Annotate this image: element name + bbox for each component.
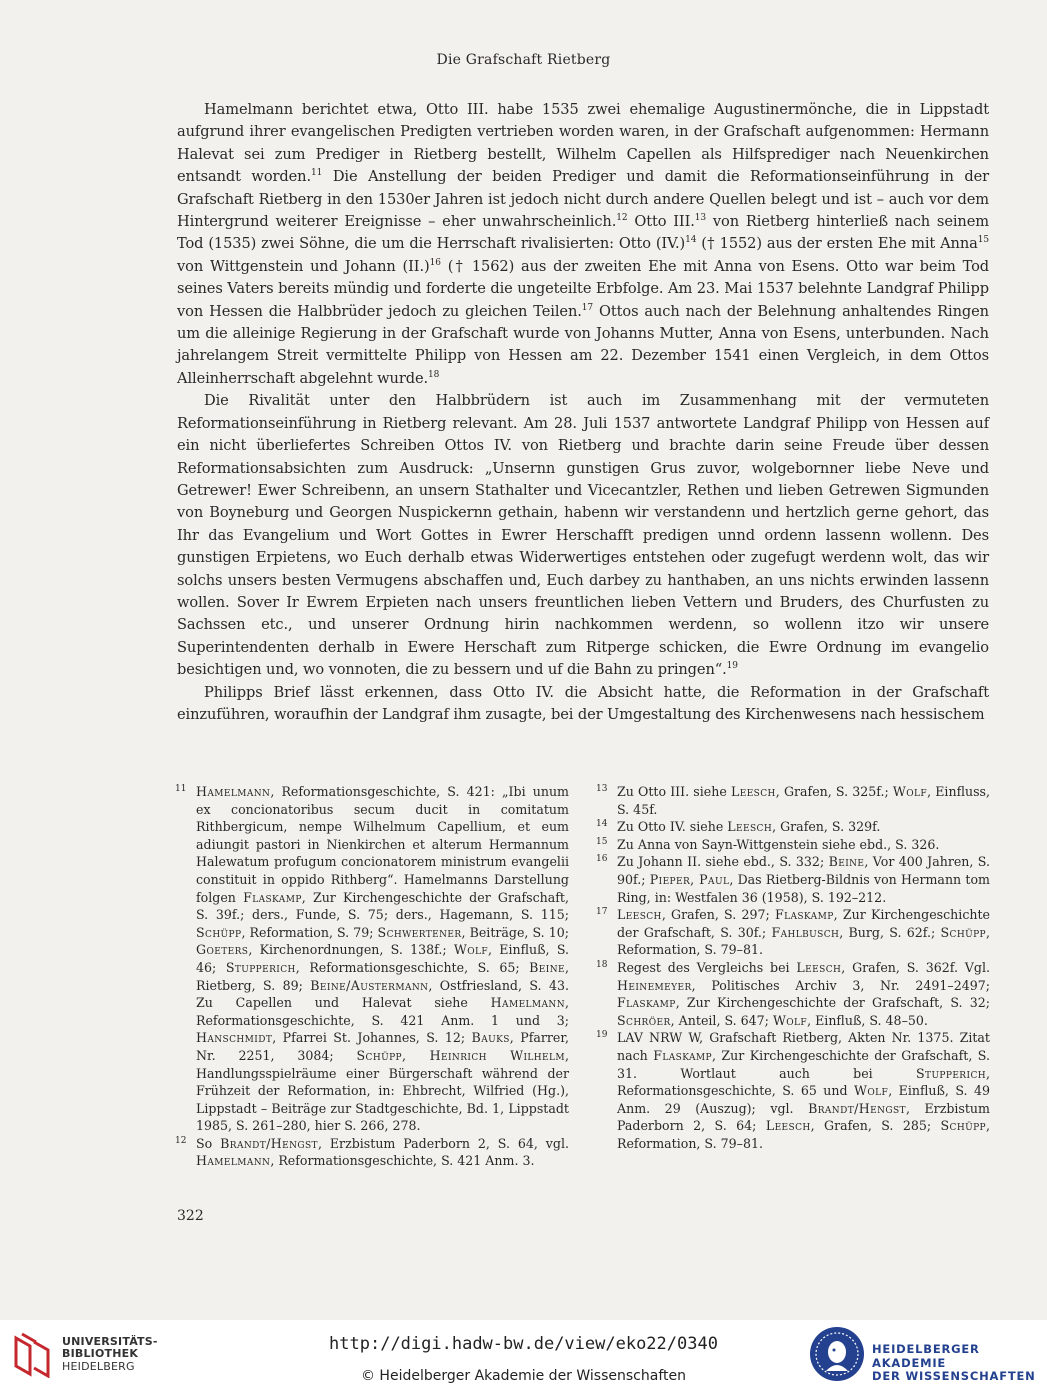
academy-logo-line: HEIDELBERGER AKADEMIE	[872, 1342, 980, 1370]
author-name: Brandt/Hengst	[808, 1100, 906, 1116]
footnotes-right-column	[596, 783, 990, 1170]
author-name: Heinemeyer	[617, 977, 692, 993]
ub-logo-line: BIBLIOTHEK	[62, 1347, 139, 1361]
permalink[interactable]: http://digi.hadw-bw.de/view/eko22/0340	[329, 1334, 718, 1354]
footnote: 13 Zu Otto III. siehe Leesch, Grafen, S. 325f.; Wolf, Einfluss, S. 45f.	[596, 784, 991, 817]
author-name: Wolf	[892, 784, 928, 799]
author-name: Beine	[828, 854, 865, 870]
author-name: Hamelmann	[490, 995, 565, 1011]
footnotes-left-column	[175, 783, 569, 1170]
footnote: 18 Regest des Vergleichs bei Leesch, Grafen, S. 362f. Vgl. Heinemeyer, Politisches Archiv 3, Nr. 2491–2497; Flaskamp, Zur Kirchengeschichte der Grafschaft, S. 32; Schröer, Anteil, S. 647; Wolf, Einfluß, S. 48–50.	[596, 959, 990, 1028]
footnote-reference[interactable]: 17	[581, 302, 594, 313]
copyright-notice: © Heidelberger Akademie der Wissenschaften	[360, 1368, 686, 1384]
academy-logo-line: DER WISSENSCHAFTEN	[872, 1369, 1036, 1383]
author-name: Schüpp	[196, 924, 242, 940]
footnotes	[175, 783, 990, 1170]
author-name: Leesch	[796, 959, 842, 975]
author-name: Stupperich	[225, 959, 296, 975]
footnote-reference[interactable]: 16	[429, 257, 441, 268]
footnote-reference[interactable]: 19	[726, 661, 738, 672]
author-name: Flaskamp	[243, 889, 302, 905]
author-name: Schüpp, Heinrich Wilhelm	[356, 1047, 565, 1063]
author-name: Wolf	[453, 942, 489, 958]
footnote: 16 Zu Johann II. siehe ebd., S. 332; Beine, Vor 400 Jahren, S. 90f.; Pieper, Paul, Das Rietberg-Bildnis von Hermann tom Ring, in: Westfalen 36 (1958), S. 192–212.	[596, 854, 990, 905]
running-head: Die Grafschaft Rietberg	[436, 52, 611, 68]
body-text	[177, 99, 989, 726]
author-name: Beine	[529, 959, 565, 975]
author-name: Hamelmann	[196, 1153, 271, 1169]
footnote-reference[interactable]: 11	[311, 168, 323, 179]
author-name: Pieper, Paul	[649, 871, 730, 887]
footnote: 17 Leesch, Grafen, S. 297; Flaskamp, Zur Kirchengeschichte der Grafschaft, S. 30f.; Fahlbusch, Burg, S. 62f.; Schüpp, Reformation, S. 79–81.	[596, 907, 990, 958]
author-name: Fahlbusch	[771, 924, 840, 940]
paragraph: Die Rivalität unter den Halbbrüdern ist auch im Zusammenhang mit der vermuteten Reformationseinführung in Rietberg relevant. Am 28. Juli 1537 antwortete Landgraf Philipp von Hessen auf ein nicht überliefertes Schreiben Ottos IV. von Rietberg und brachte darin seine Freude über dessen Reformationsabsichten zum Ausdruck: „Unsernn gunstigen Grus zuvor, wolgebornner liebe Neve und Getrewer! Ewer Schreibenn, an unsern Stathalter und Vicecantzler, Rethen und lieben Getrewen Sigmunden von Boyneburg und Georgen Nuspickernn gethain, habenn wir verstandenn und hertzlich gerne gehort, das Ihr das Evangelium und Wort Gottes in Ewrer Herschafft predigen unnd ordenn lassenn wollenn. Des gunstigen Erpietens, wo Euch derhalb etwas Widerwertiges entstehen oder zugefugt werdenn wolt, das wir solchs unsers besten Vermugens abschaffen und, Euch darbey zu hanthaben, an uns nichts erwinden lassenn wollen. Sover Ir Ewrem Erpieten nach unsers freuntlichen lieben Vettern und Bruders, des Churfusten zu Sachssen etc., und unserer Ordnung hirin nachkommen werdenn, so wollenn itzo wir unsere Superintendenten derhalb in Ewere Herschaft zum Ritperge schicken, die Ewre Ordnung im evangelio besichtigen und, wo vonnoten, die zu bessern und uf die Bahn zu pringen“.$^{19}$	[177, 392, 989, 679]
footnote-number: 18	[596, 959, 608, 970]
ub-logo-line: HEIDELBERG	[62, 1359, 135, 1373]
academy-seal-icon[interactable]	[808, 1325, 866, 1383]
author-name: Hamelmann	[196, 784, 271, 799]
author-name: Wolf	[854, 1083, 889, 1099]
author-name: Flaskamp	[617, 995, 676, 1011]
footnote-reference[interactable]: 12	[616, 213, 628, 224]
viewer-footer	[0, 1320, 1047, 1394]
author-name: Leesch	[727, 819, 773, 835]
footnote-reference[interactable]: 13	[694, 213, 707, 224]
footnote-reference[interactable]: 15	[977, 235, 989, 246]
footnote: 11 Hamelmann, Reformationsgeschichte, S. 421: „Ibi unum ex concionatoribus secum ducit in comitatum Rithbergicum, nempe Wilhelmum Capellium, et eum adiungit pastori in Nienkirchen et alterum Hermannum Halewatum profugum concionatorem ministrum evangelii constituit in oppido Rithberg“. Hamelmanns Darstellung folgen Flaskamp, Zur Kirchengeschichte der Grafschaft, S. 39f.; ders., Funde, S. 75; ders., Hagemann, S. 115; Schüpp, Reformation, S. 79; Schwertener, Beiträge, S. 10; Goeters, Kirchenordnungen, S. 138f.; Wolf, Einfluß, S. 46; Stupperich, Reformationsgeschichte, S. 65; Beine, Rietberg, S. 89; Beine/Austermann, Ostfriesland, S. 43. Zu Capellen und Halevat siehe Hamelmann, Reformationsgeschichte, S. 421 Anm. 1 und 3; Hanschmidt, Pfarrei St. Johannes, S. 12; Bauks, Pfarrer, Nr. 2251, 3084; Schüpp, Heinrich Wilhelm, Handlungsspielräume einer Bürgerschaft während der Frühzeit der Reformation, in: Ehbrecht, Wilfried (Hg.), Lippstadt – Beiträge zur Stadtgeschichte, Bd. 1, Lippstadt 1985, S. 261–280, hier S. 266, 278.	[175, 784, 569, 1134]
footnote-number: 15	[596, 836, 608, 847]
footnote-number: 13	[596, 784, 608, 794]
footnote-number: 17	[596, 907, 608, 918]
author-name: Schüpp	[940, 924, 986, 940]
footnote: 19 LAV NRW W, Grafschaft Rietberg, Akten Nr. 1375. Zitat nach Flaskamp, Zur Kirchengeschichte der Grafschaft, S. 31. Wortlaut auch bei Stupperich, Reformationsgeschichte, S. 65 und Wolf, Einfluß, S. 49 Anm. 29 (Auszug); vgl. Brandt/Hengst, Erzbistum Paderborn 2, S. 64; Leesch, Grafen, S. 285; Schüpp, Reformation, S. 79–81.	[596, 1030, 990, 1151]
ub-logo-line: UNIVERSITÄTS-	[62, 1335, 158, 1348]
author-name: Wolf	[772, 1012, 808, 1028]
page-number: 322	[177, 1208, 204, 1224]
academy-logo-text	[872, 1343, 1047, 1384]
author-name: Flaskamp	[653, 1047, 712, 1063]
footnote-number: 19	[596, 1030, 608, 1041]
author-name: Leesch	[765, 1118, 811, 1134]
footnote-number: 16	[596, 854, 608, 865]
author-name: Schwertener	[377, 924, 462, 940]
author-name: Leesch	[617, 907, 662, 923]
footnote-number: 11	[175, 784, 187, 794]
author-name: Beine/Austermann	[310, 977, 429, 993]
author-name: Schröer	[617, 1012, 671, 1028]
footnote-number: 14	[596, 819, 608, 830]
author-name: Goeters	[196, 942, 249, 958]
author-name: Hanschmidt	[196, 1030, 273, 1046]
footnote-reference[interactable]: 14	[685, 235, 697, 246]
footnote: 14 Zu Otto IV. siehe Leesch, Grafen, S. 329f.	[596, 819, 881, 835]
footnote: 12 So Brandt/Hengst, Erzbistum Paderborn 2, S. 64, vgl. Hamelmann, Reformationsgeschichte, S. 421 Anm. 3.	[175, 1135, 569, 1169]
footnote-reference[interactable]: 18	[428, 369, 440, 380]
author-name: Flaskamp	[774, 907, 834, 923]
paragraph: Philipps Brief lässt erkennen, dass Otto IV. die Absicht hatte, die Reformation in der Grafschaft einzuführen, woraufhin der Landgraf ihm zusagte, bei der Umgestaltung des Kirchenwesens nach hessischem	[177, 683, 989, 723]
author-name: Schüpp	[940, 1118, 986, 1134]
author-name: Leesch	[730, 784, 776, 799]
author-name: Stupperich	[916, 1065, 986, 1081]
author-name: Brandt/Hengst	[220, 1135, 318, 1151]
author-name: Bauks	[471, 1030, 510, 1046]
footnote: 15 Zu Anna von Sayn-Wittgenstein siehe ebd., S. 326.	[596, 836, 940, 852]
footnote-number: 12	[175, 1135, 187, 1146]
paragraph: Hamelmann berichtet etwa, Otto III. habe 1535 zwei ehemalige Augustinermönche, die in Lippstadt aufgrund ihrer evangelischen Predigten vertrieben worden waren, in der Grafschaft aufgenommen: Hermann Halevat sei zum Prediger in Rietberg bestellt, Wilhelm Capellen als Hilfsprediger nach Neuenkirchen entsandt worden.$^{11}$ Die Anstellung der beiden Prediger und damit die Reformationseinführung in der Grafschaft Rietberg in den 1530er Jahren ist jedoch nicht durch andere Quellen belegt und ist – auch vor dem Hintergrund weiterer Ereignisse – eher unwahrscheinlich.$^{12}$ Otto III.$^{13}$ von Rietberg hinterließ nach seinem Tod (1535) zwei Söhne, die um die Herrschaft rivalisierten: Otto $(IV.)^{14}$ († 1552) aus der ersten Ehe mit Anna$^{15}$ von Wittgenstein und Johann $(II.)^{16}$ († 1562) aus der zweiten Ehe mit Anna von Esens. Otto war beim Tod seines Vaters bereits mündig und forderte die ungeteilte Erbfolge. Am 23. Mai 1537 belehnte Landgraf Philipp von Hessen die Halbbrüder jedoch zu gleichen Teilen.$^{17}$ Ottos auch nach der Belehnung anhaltendes Ringen um die alleinige Regierung in der Grafschaft wurde von Johanns Mutter, Anna von Esens, unterbunden. Nach jahrelangem Streit vermittelte Philipp von Hessen am 22. Dezember 1541 einen Vergleich, in dem Ottos Alleinherrschaft abgelehnt wurde.$^{18}$	[177, 101, 989, 387]
